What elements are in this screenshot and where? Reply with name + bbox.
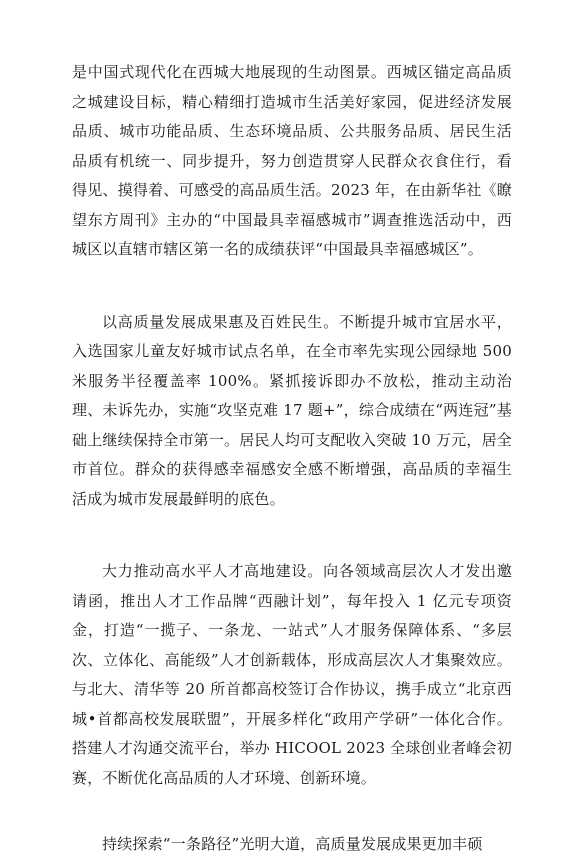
paragraph-spacer — [72, 793, 512, 830]
paragraph-spacer — [72, 265, 512, 308]
paragraph-continuation: 是中国式现代化在西城大地展现的生动图景。西城区锚定高品质之城建设目标，精心精细打造城市生活美好家园，促进经济发展品质、城市功能品质、生态环境品质、公共服务品质、居民生活品质有机统一、同步提升，努力创造贯穿人民群众衣食住行，看得见、摸得着、可感受的高品质生活。2023 年，在由新华社《瞭望东方周刊》主办的“中国最具幸福感城市”调查推选活动中，西城区以直辖市辖区第一名的成绩获评“中国最具幸福感城区”。 — [72, 63, 512, 258]
paragraph-spacer — [72, 514, 512, 557]
paragraph-talent: 大力推动高水平人才高地建设。向各领域高层次人才发出邀请函，推出人才工作品牌“西融计划”，每年投入 1 亿元专项资金，打造“一揽子、一条龙、一站式”人才服务保障体系、“多层次、立体化、高能级”人才创新载体，形成高层次人才集聚效应。与北大、清华等 20 所首都高校签订合作协议，携手成立“北京西城•首都高校发展联盟”，开展多样化“政用产学研”一体化合作。搭建人才沟通交流平台，举办 HICOOL 2023 全球创业者峰会初赛，不断优化高品质的人才环境、创新环境。 — [72, 562, 512, 787]
section-heading: 持续探索“一条路径”光明大道，高质量发展成果更加丰硕 — [102, 835, 483, 853]
article-body — [72, 58, 512, 860]
paragraph-livelihood: 以高质量发展成果惠及百姓民生。不断提升城市宜居水平，入选国家儿童友好城市试点名单，在全市率先实现公园绿地 500 米服务半径覆盖率 100%。紧抓接诉即办不放松，推动主动治理、未诉先办，实施“攻坚克难 17 题+”，综合成绩在“两连冠”基础上继续保持全市第一。居民人均可支配收入突破 10 万元，居全市首位。群众的获得感幸福感安全感不断增强，高品质的幸福生活成为城市发展最鲜明的底色。 — [72, 312, 512, 508]
